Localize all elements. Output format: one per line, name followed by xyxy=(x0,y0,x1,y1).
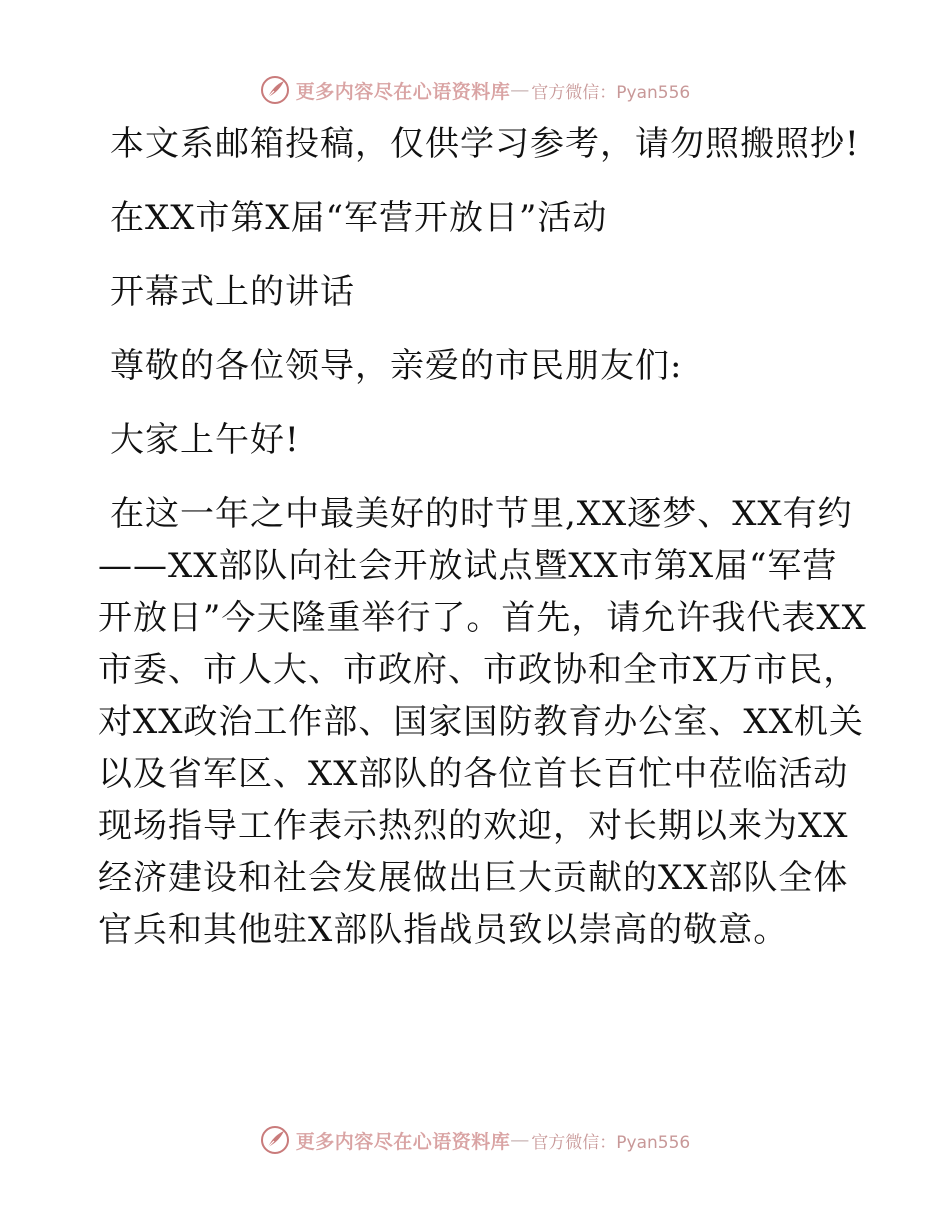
document-body xyxy=(98,118,868,978)
watermark-main-text: 更多内容尽在心语资料库 xyxy=(295,80,511,103)
watermark-sub-text: 官方微信：Pyan556 xyxy=(531,82,691,103)
watermark-sub-text: 官方微信：Pyan556 xyxy=(531,1132,691,1153)
footer-watermark xyxy=(0,1120,950,1160)
watermark-separator: — xyxy=(510,79,530,101)
salutation: 尊敬的各位领导，亲爱的市民朋友们: xyxy=(110,346,683,386)
feather-pen-icon xyxy=(260,75,290,105)
watermark-separator: — xyxy=(510,1129,530,1151)
notice-paragraph: 本文系邮箱投稿，仅供学习参考，请勿照搬照抄! xyxy=(110,124,860,164)
body-paragraph: 在这一年之中最美好的时节里,XX逐梦、XX有约——XX部队向社会开放试点暨XX市第X届“军营开放日”今天隆重举行了。首先，请允许我代表XX市委、市人大、市政府、市政协和全市X万市民，对XX政治工作部、国家国防教育办公室、XX机关以及省军区、XX部队的各位首长百忙中莅临活动现场指导工作表示热烈的欢迎，对长期以来为XX经济建设和社会发展做出巨大贡献的XX部队全体官兵和其他驻X部队指战员致以崇高的敬意。 xyxy=(98,494,867,950)
header-watermark xyxy=(0,70,950,110)
greeting: 大家上午好! xyxy=(110,420,300,460)
feather-pen-icon xyxy=(260,1125,290,1155)
title-line-2: 开幕式上的讲话 xyxy=(110,272,355,312)
watermark-main-text: 更多内容尽在心语资料库 xyxy=(295,1130,511,1153)
title-line-1: 在XX市第X届“军营开放日”活动 xyxy=(110,198,608,238)
